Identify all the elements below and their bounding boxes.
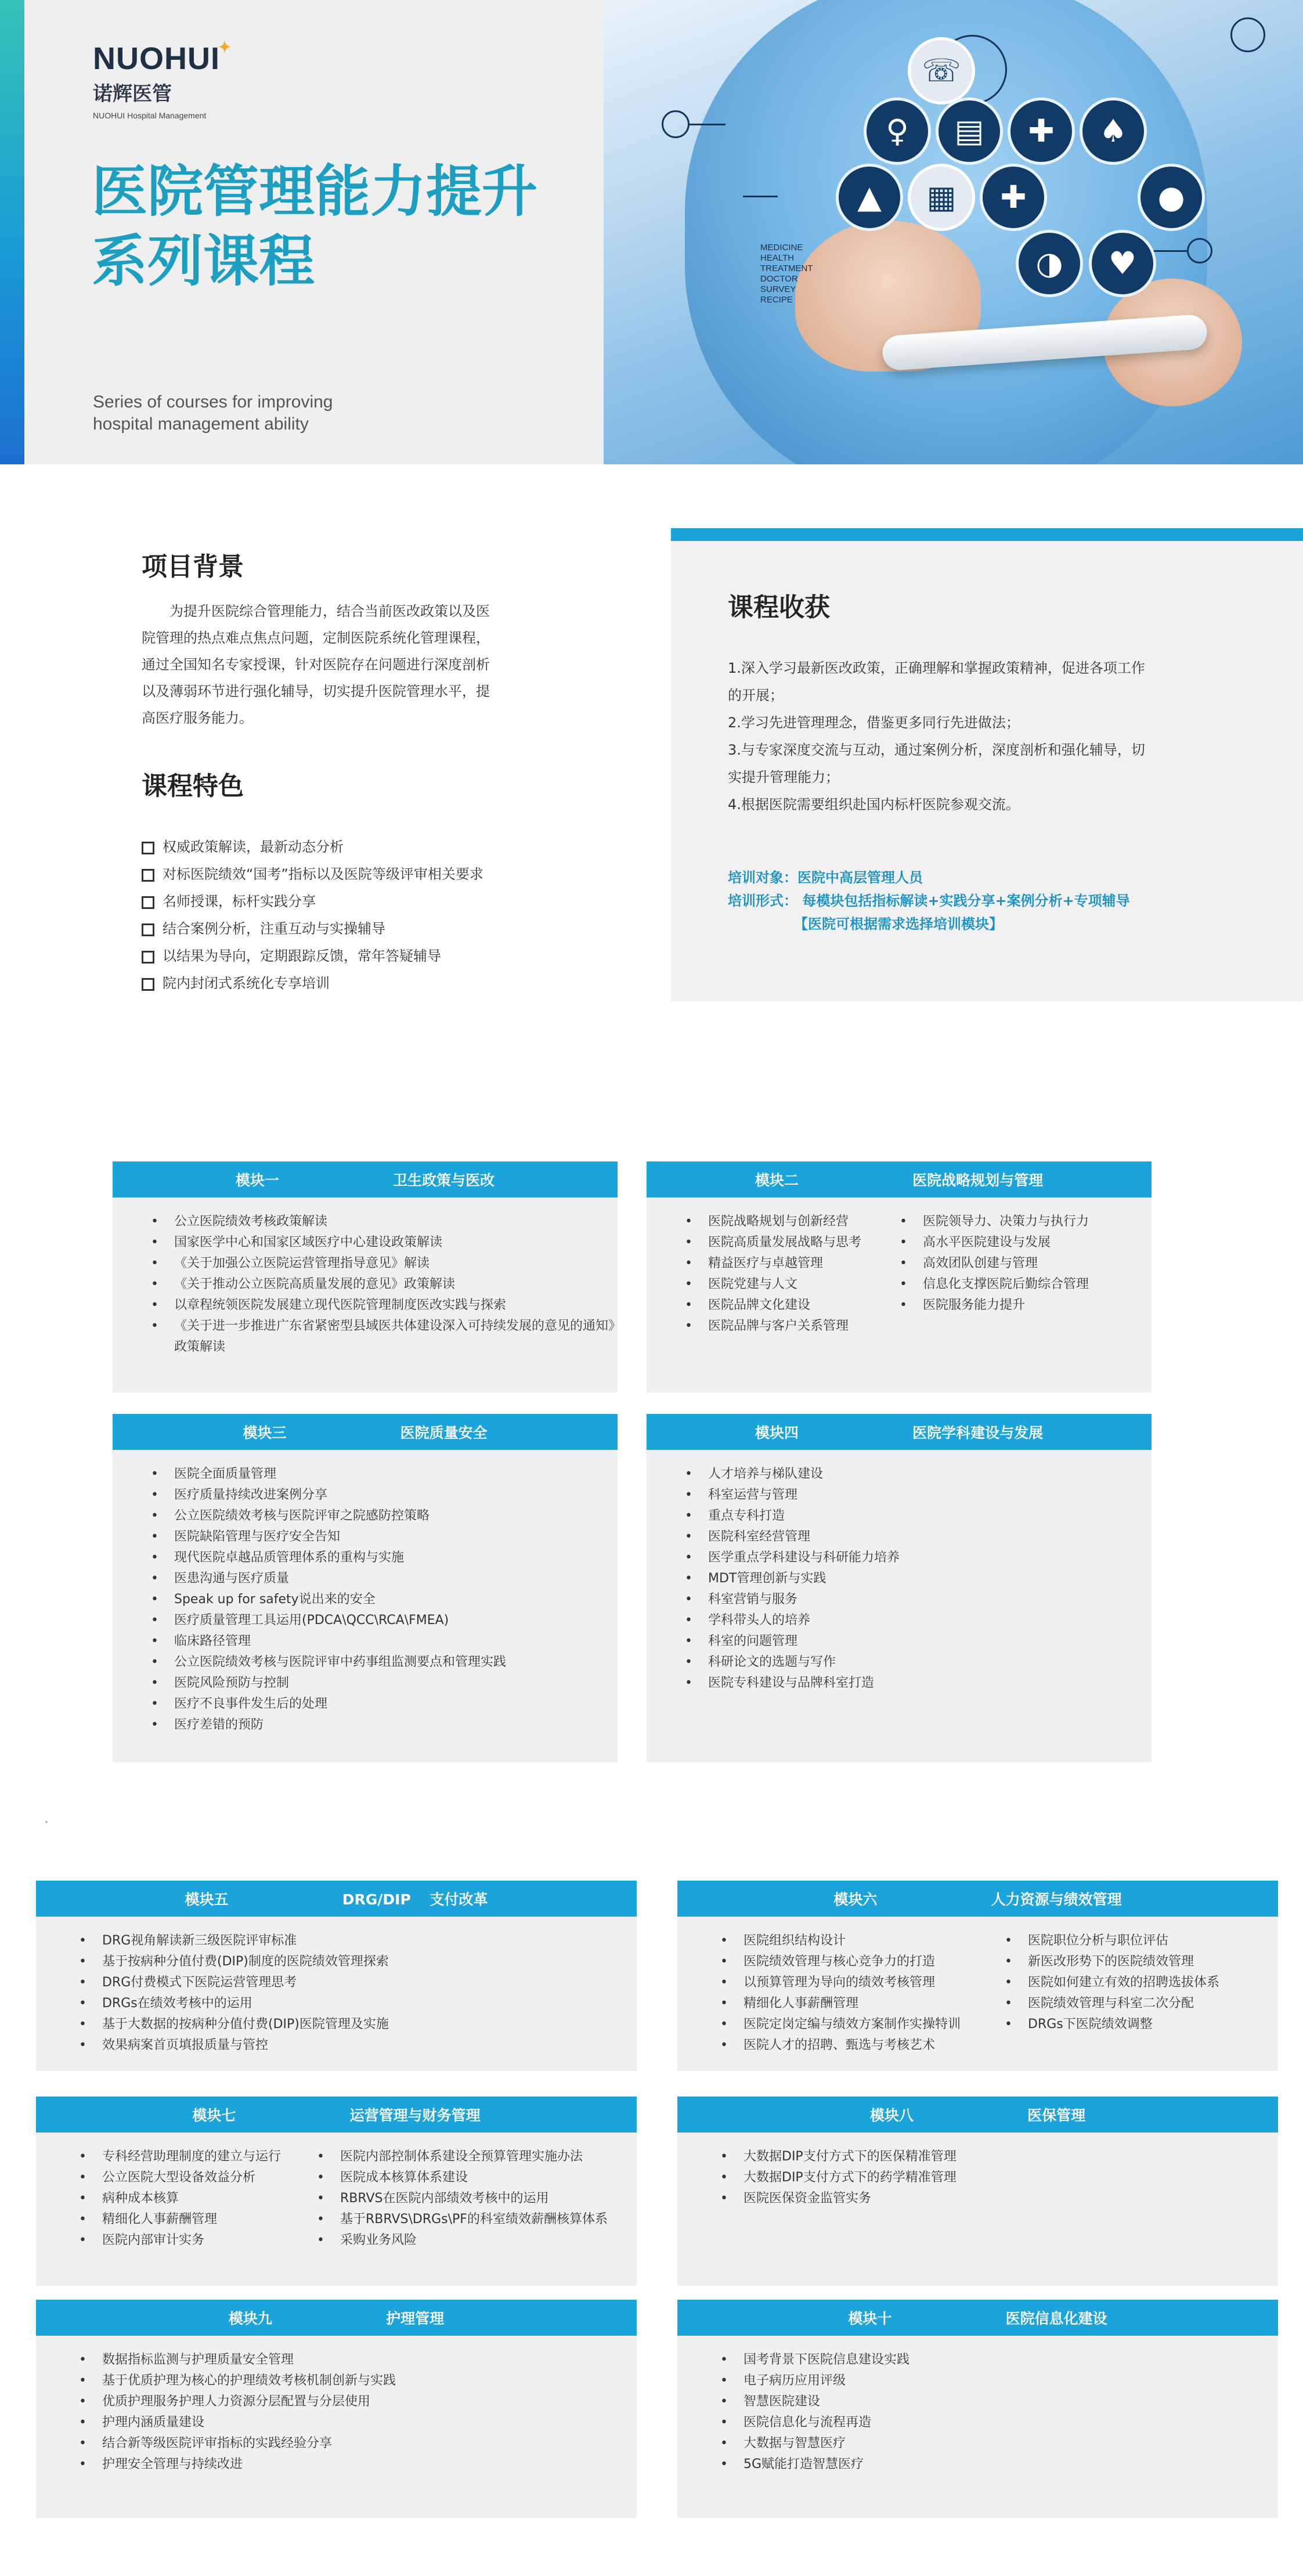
module-item: • 科室运营与管理 [685, 1485, 900, 1506]
module-item: • 医院品牌与客户关系管理 [685, 1316, 900, 1337]
module-title: 卫生政策与医改 [393, 1172, 495, 1189]
module-item: • 基于优质护理为核心的护理绩效考核机制创新与实践 [79, 2371, 396, 2391]
module-item: • 医院服务能力提升 [900, 1295, 1089, 1316]
module-content [647, 1197, 1152, 1337]
hero-accent-bar [0, 0, 24, 464]
module-item-list [685, 1464, 900, 1694]
module-item: • Speak up for safety说出来的安全 [151, 1589, 506, 1610]
module-item: • 公立医院绩效考核与医院评审中药事组监测要点和管理实践 [151, 1652, 506, 1673]
image-word: DOCTOR [760, 274, 798, 284]
module-item: • 大数据DIP支付方式下的药学精准管理 [720, 2167, 957, 2188]
module-item: • 公立医院大型设备效益分析 [79, 2167, 317, 2188]
module-header [647, 1161, 1152, 1197]
image-word: SURVEY [760, 284, 796, 294]
module-item: • 医院领导力、决策力与执行力 [900, 1211, 1089, 1232]
training-target: 培训对象：医院中高层管理人员 [728, 870, 923, 886]
background-heading: 项目背景 [142, 552, 244, 582]
image-word: RECIPE [760, 295, 793, 305]
gain-item: 4.根据医院需要组织赴国内标杆医院参观交流。 [728, 796, 1020, 813]
module-item: • 结合新等级医院评审指标的实践经验分享 [79, 2433, 396, 2454]
module-item: • 医院成本核算体系建设 [317, 2167, 608, 2188]
training-note: 【医院可根据需求选择培训模块】 [794, 916, 1003, 932]
module-item: • 医院品牌文化建设 [685, 1295, 900, 1316]
module-panel [36, 2097, 637, 2286]
module-item: • 新医改形势下的医院绩效管理 [1005, 1951, 1219, 1972]
hero-banner [0, 0, 1303, 464]
module-title: 医院战略规划与管理 [912, 1172, 1044, 1189]
module-number: 模块七 [192, 2107, 236, 2124]
module-item: • 以章程统领医院发展建立现代医院管理制度医改实践与探索 [151, 1295, 618, 1316]
module-item: • 医院高质量发展战略与思考 [685, 1232, 900, 1253]
phone-icon: ☏ [908, 37, 975, 104]
module-content [113, 1197, 618, 1358]
module-number: 模块三 [243, 1424, 287, 1441]
module-item: • 基于RBRVS\DRGs\PF的科室绩效薪酬核算体系 [317, 2209, 608, 2230]
module-item: • 以预算管理为导向的绩效考核管理 [720, 1972, 1005, 1993]
module-content [677, 2133, 1278, 2209]
heart-pulse-icon: ♥ [1089, 230, 1156, 297]
features-heading: 课程特色 [142, 771, 244, 801]
module-item-list [720, 2350, 909, 2475]
module-number: 模块八 [869, 2107, 914, 2124]
feature-item: 权威政策解读，最新动态分析 [142, 834, 483, 861]
flask-icon: ▲ [836, 164, 903, 231]
module-item: • 高效团队创建与管理 [900, 1253, 1089, 1274]
module-number: 模块九 [228, 2310, 272, 2327]
module-content [36, 2336, 637, 2475]
module-number: 模块二 [755, 1172, 799, 1189]
module-number: 模块一 [235, 1172, 279, 1189]
module-item: • 公立医院绩效考核政策解读 [151, 1211, 618, 1232]
module-item: • 高水平医院建设与发展 [900, 1232, 1089, 1253]
module-title: 护理管理 [386, 2310, 445, 2327]
module-item: • 电子病历应用评级 [720, 2371, 909, 2391]
feature-item: 对标医院绩效“国考”指标以及医院等级评审相关要求 [142, 861, 483, 888]
module-number: 模块六 [833, 1891, 878, 1908]
module-item: • DRGs在绩效考核中的运用 [79, 1993, 389, 2014]
thermometer-icon: ● [1138, 164, 1205, 231]
module-item: • 效果病案首页填报质量与管控 [79, 2035, 389, 2056]
medical-cross-icon: ✚ [980, 164, 1047, 231]
module-header [113, 1414, 618, 1450]
module-item-list [79, 1931, 389, 2056]
module-item-list [685, 1211, 900, 1337]
female-symbol-icon: ♀ [864, 98, 931, 165]
module-item: • 大数据与智慧医疗 [720, 2433, 909, 2454]
module-item: • 大数据DIP支付方式下的医保精准管理 [720, 2146, 957, 2167]
module-panel [113, 1414, 618, 1762]
page-subtitle-line: Series of courses for improving [93, 392, 333, 412]
module-number: 模块四 [755, 1424, 799, 1441]
gains-heading: 课程收获 [728, 593, 830, 622]
module-item: • 医院定岗定编与绩效方案制作实操特训 [720, 2014, 1005, 2035]
feature-item: 院内封闭式系统化专享培训 [142, 970, 483, 997]
module-content [36, 1917, 637, 2056]
module-item: • 医院绩效管理与科室二次分配 [1005, 1993, 1219, 2014]
module-item: • 人才培养与梯队建设 [685, 1464, 900, 1485]
module-item: • 《关于加强公立医院运营管理指导意见》解读 [151, 1253, 618, 1274]
module-item: • 医院人才的招聘、甄选与考核艺术 [720, 2035, 1005, 2056]
module-content [647, 1450, 1152, 1694]
module-item: • 医院风险预防与控制 [151, 1673, 506, 1694]
module-header [677, 2300, 1278, 2336]
module-item: • 医院内部控制体系建设全预算管理实施办法 [317, 2146, 608, 2167]
module-item: • 医院专科建设与品牌科室打造 [685, 1673, 900, 1694]
module-header [677, 2097, 1278, 2133]
module-item: • 医院绩效管理与核心竞争力的打造 [720, 1951, 1005, 1972]
module-item-list [151, 1464, 506, 1736]
module-item: • 科室营销与服务 [685, 1589, 900, 1610]
module-item-list [720, 2146, 957, 2209]
page-title-line: 系列课程 [92, 229, 315, 294]
module-header [677, 1881, 1278, 1917]
module-panel [36, 2300, 637, 2518]
module-item: • 精细化人事薪酬管理 [79, 2209, 317, 2230]
module-item: • 优质护理服务护理人力资源分层配置与分层使用 [79, 2391, 396, 2412]
module-item: • 精细化人事薪酬管理 [720, 1993, 1005, 2014]
gains-panel [671, 528, 1303, 1001]
module-item: • 医院医保资金监管实务 [720, 2188, 957, 2209]
module-item: • 基于按病种分值付费(DIP)制度的医院绩效管理探索 [79, 1951, 389, 1972]
logo [93, 38, 232, 120]
module-panel [647, 1161, 1152, 1392]
tooth-icon: ♠ [1080, 98, 1147, 165]
star-icon: ✦ [218, 38, 232, 56]
module-item: • MDT管理创新与实践 [685, 1568, 900, 1589]
module-item: • 公立医院绩效考核与医院评审之院感防控策略 [151, 1506, 506, 1527]
module-item: • 医院战略规划与创新经营 [685, 1211, 900, 1232]
page-title [92, 157, 537, 296]
module-title: 医院质量安全 [400, 1424, 488, 1441]
module-item-list [720, 1931, 1005, 2056]
page-subtitle [93, 391, 333, 435]
module-item: • 学科带头人的培养 [685, 1610, 900, 1631]
module-title: 人力资源与绩效管理 [991, 1891, 1122, 1908]
module-item: • 医疗不良事件发生后的处理 [151, 1694, 506, 1715]
image-word: HEALTH [760, 253, 795, 263]
gain-item: 3.与专家深度交流与互动，通过案例分析，深度剖析和强化辅导，切实提升管理能力； [728, 742, 1145, 785]
module-item: • 医院全面质量管理 [151, 1464, 506, 1485]
decor-line [743, 196, 778, 197]
module-item: • DRG付费模式下医院运营管理思考 [79, 1972, 389, 1993]
module-header [36, 2097, 637, 2133]
module-item: • 医院信息化与流程再造 [720, 2412, 909, 2433]
decor-ring [1230, 17, 1265, 52]
clipboard-icon: ▤ [936, 98, 1003, 165]
module-title: 运营管理与财务管理 [349, 2107, 481, 2124]
module-item: • 国考背景下医院信息建设实践 [720, 2350, 909, 2371]
module-item-list [900, 1211, 1089, 1337]
image-word: TREATMENT [760, 264, 813, 273]
module-item-list [317, 2146, 608, 2251]
module-panel [36, 1881, 637, 2071]
module-item-list [79, 2350, 396, 2475]
pill-icon: ◑ [1016, 230, 1083, 297]
decor-line [690, 124, 726, 125]
medicine-bottle-icon: ✚ [1008, 98, 1075, 165]
logo-chinese-name: 诺辉医管 [93, 82, 172, 106]
module-item: • 医院科室经营管理 [685, 1527, 900, 1547]
module-title: 医保管理 [1027, 2107, 1086, 2124]
logo-wordmark: NUOHUI ✦ [93, 38, 232, 76]
module-item: • 科室的问题管理 [685, 1631, 900, 1652]
gain-item: 2.学习先进管理理念，借鉴更多同行先进做法； [728, 715, 1020, 731]
module-content [113, 1450, 618, 1736]
module-content [36, 2133, 637, 2251]
module-item: • 医院缺陷管理与医疗安全告知 [151, 1527, 506, 1547]
decor-dot [45, 1821, 48, 1823]
module-item: • 医学重点学科建设与科研能力培养 [685, 1547, 900, 1568]
module-item: • 医院组织结构设计 [720, 1931, 1005, 1951]
module-header [36, 2300, 637, 2336]
module-panel [677, 1881, 1278, 2071]
module-content [677, 1917, 1278, 2056]
module-item: • RBRVS在医院内部绩效考核中的运用 [317, 2188, 608, 2209]
module-item: • 智慧医院建设 [720, 2391, 909, 2412]
feature-item: 名师授课，标杆实践分享 [142, 888, 483, 915]
features-list [142, 834, 483, 997]
module-item-list [79, 2146, 317, 2251]
module-item: • 护理安全管理与持续改进 [79, 2454, 396, 2475]
page-title-line: 医院管理能力提升 [92, 159, 537, 224]
module-item: • 重点专科打造 [685, 1506, 900, 1527]
module-item: • 医疗质量管理工具运用(PDCA\QCC\RCA\FMEA) [151, 1610, 506, 1631]
decor-ring [662, 110, 690, 138]
module-item: • 现代医院卓越品质管理体系的重构与实施 [151, 1547, 506, 1568]
module-header [36, 1881, 637, 1917]
module-item: • 基于大数据的按病种分值付费(DIP)医院管理及实施 [79, 2014, 389, 2035]
module-panel [677, 2300, 1278, 2518]
module-item: • 数据指标监测与护理质量安全管理 [79, 2350, 396, 2371]
module-item: • 5G赋能打造智慧医疗 [720, 2454, 909, 2475]
module-item: • DRGs下医院绩效调整 [1005, 2014, 1219, 2035]
module-item-list [1005, 1931, 1219, 2056]
page-subtitle-line: hospital management ability [93, 414, 309, 434]
gain-item: 1.深入学习最新医改政策，正确理解和掌握政策精神，促进各项工作的开展； [728, 660, 1145, 703]
feature-item: 以结果为导向，定期跟踪反馈，常年答疑辅导 [142, 943, 483, 970]
module-header [647, 1414, 1152, 1450]
module-item: • 医院内部审计实务 [79, 2230, 317, 2251]
module-item: • DRG视角解读新三级医院评审标准 [79, 1931, 389, 1951]
module-item: • 病种成本核算 [79, 2188, 317, 2209]
module-item: • 医院职位分析与职位评估 [1005, 1931, 1219, 1951]
module-item: • 医院党建与人文 [685, 1274, 900, 1295]
module-item-list [151, 1211, 618, 1358]
background-text: 为提升医院综合管理能力，结合当前医改政策以及医院管理的热点难点焦点问题，定制医院系统化管理课程，通过全国知名专家授课，针对医院存在问题进行深度剖析以及薄弱环节进行强化辅导，切实提升医院管理水平，提高医疗服务能力。 [142, 603, 490, 726]
module-item: • 《关于进一步推进广东省紧密型县域医共体建设深入可持续发展的意见的通知》政策解读 [151, 1316, 618, 1358]
training-format: 培训形式： 每模块包括指标解读+实践分享+案例分析+专项辅导 [728, 893, 1130, 909]
module-item: • 护理内涵质量建设 [79, 2412, 396, 2433]
module-content [677, 2336, 1278, 2475]
module-item: • 医患沟通与医疗质量 [151, 1568, 506, 1589]
module-item: • 信息化支撑医院后勤综合管理 [900, 1274, 1089, 1295]
module-title: 医院信息化建设 [1005, 2310, 1107, 2327]
image-word: MEDICINE [760, 243, 803, 252]
gains-list [728, 655, 1157, 818]
module-title: DRG/DIP 支付改革 [342, 1891, 488, 1908]
module-panel [647, 1414, 1152, 1762]
module-header [113, 1161, 618, 1197]
module-panel [113, 1161, 618, 1392]
module-item: • 临床路径管理 [151, 1631, 506, 1652]
module-number: 模块五 [185, 1891, 229, 1908]
module-item: • 精益医疗与卓越管理 [685, 1253, 900, 1274]
decor-ring [1187, 238, 1212, 264]
module-item: • 采购业务风险 [317, 2230, 608, 2251]
module-item: • 医疗质量持续改进案例分享 [151, 1485, 506, 1506]
module-item: • 专科经营助理制度的建立与运行 [79, 2146, 317, 2167]
module-item: • 医疗差错的预防 [151, 1715, 506, 1736]
module-number: 模块十 [848, 2310, 892, 2327]
feature-item: 结合案例分析，注重互动与实操辅导 [142, 915, 483, 943]
module-panel [677, 2097, 1278, 2286]
module-item: • 医院如何建立有效的招聘选拔体系 [1005, 1972, 1219, 1993]
module-item: • 《关于推动公立医院高质量发展的意见》政策解读 [151, 1274, 618, 1295]
module-title: 医院学科建设与发展 [912, 1424, 1044, 1441]
hero-doctor-image [604, 0, 1303, 464]
hospital-building-icon: ▦ [908, 164, 975, 231]
logo-english-name: NUOHUI Hospital Management [93, 111, 207, 120]
module-item: • 科研论文的选题与写作 [685, 1652, 900, 1673]
medical-word-list [760, 243, 813, 305]
module-item: • 国家医学中心和国家区域医疗中心建设政策解读 [151, 1232, 618, 1253]
